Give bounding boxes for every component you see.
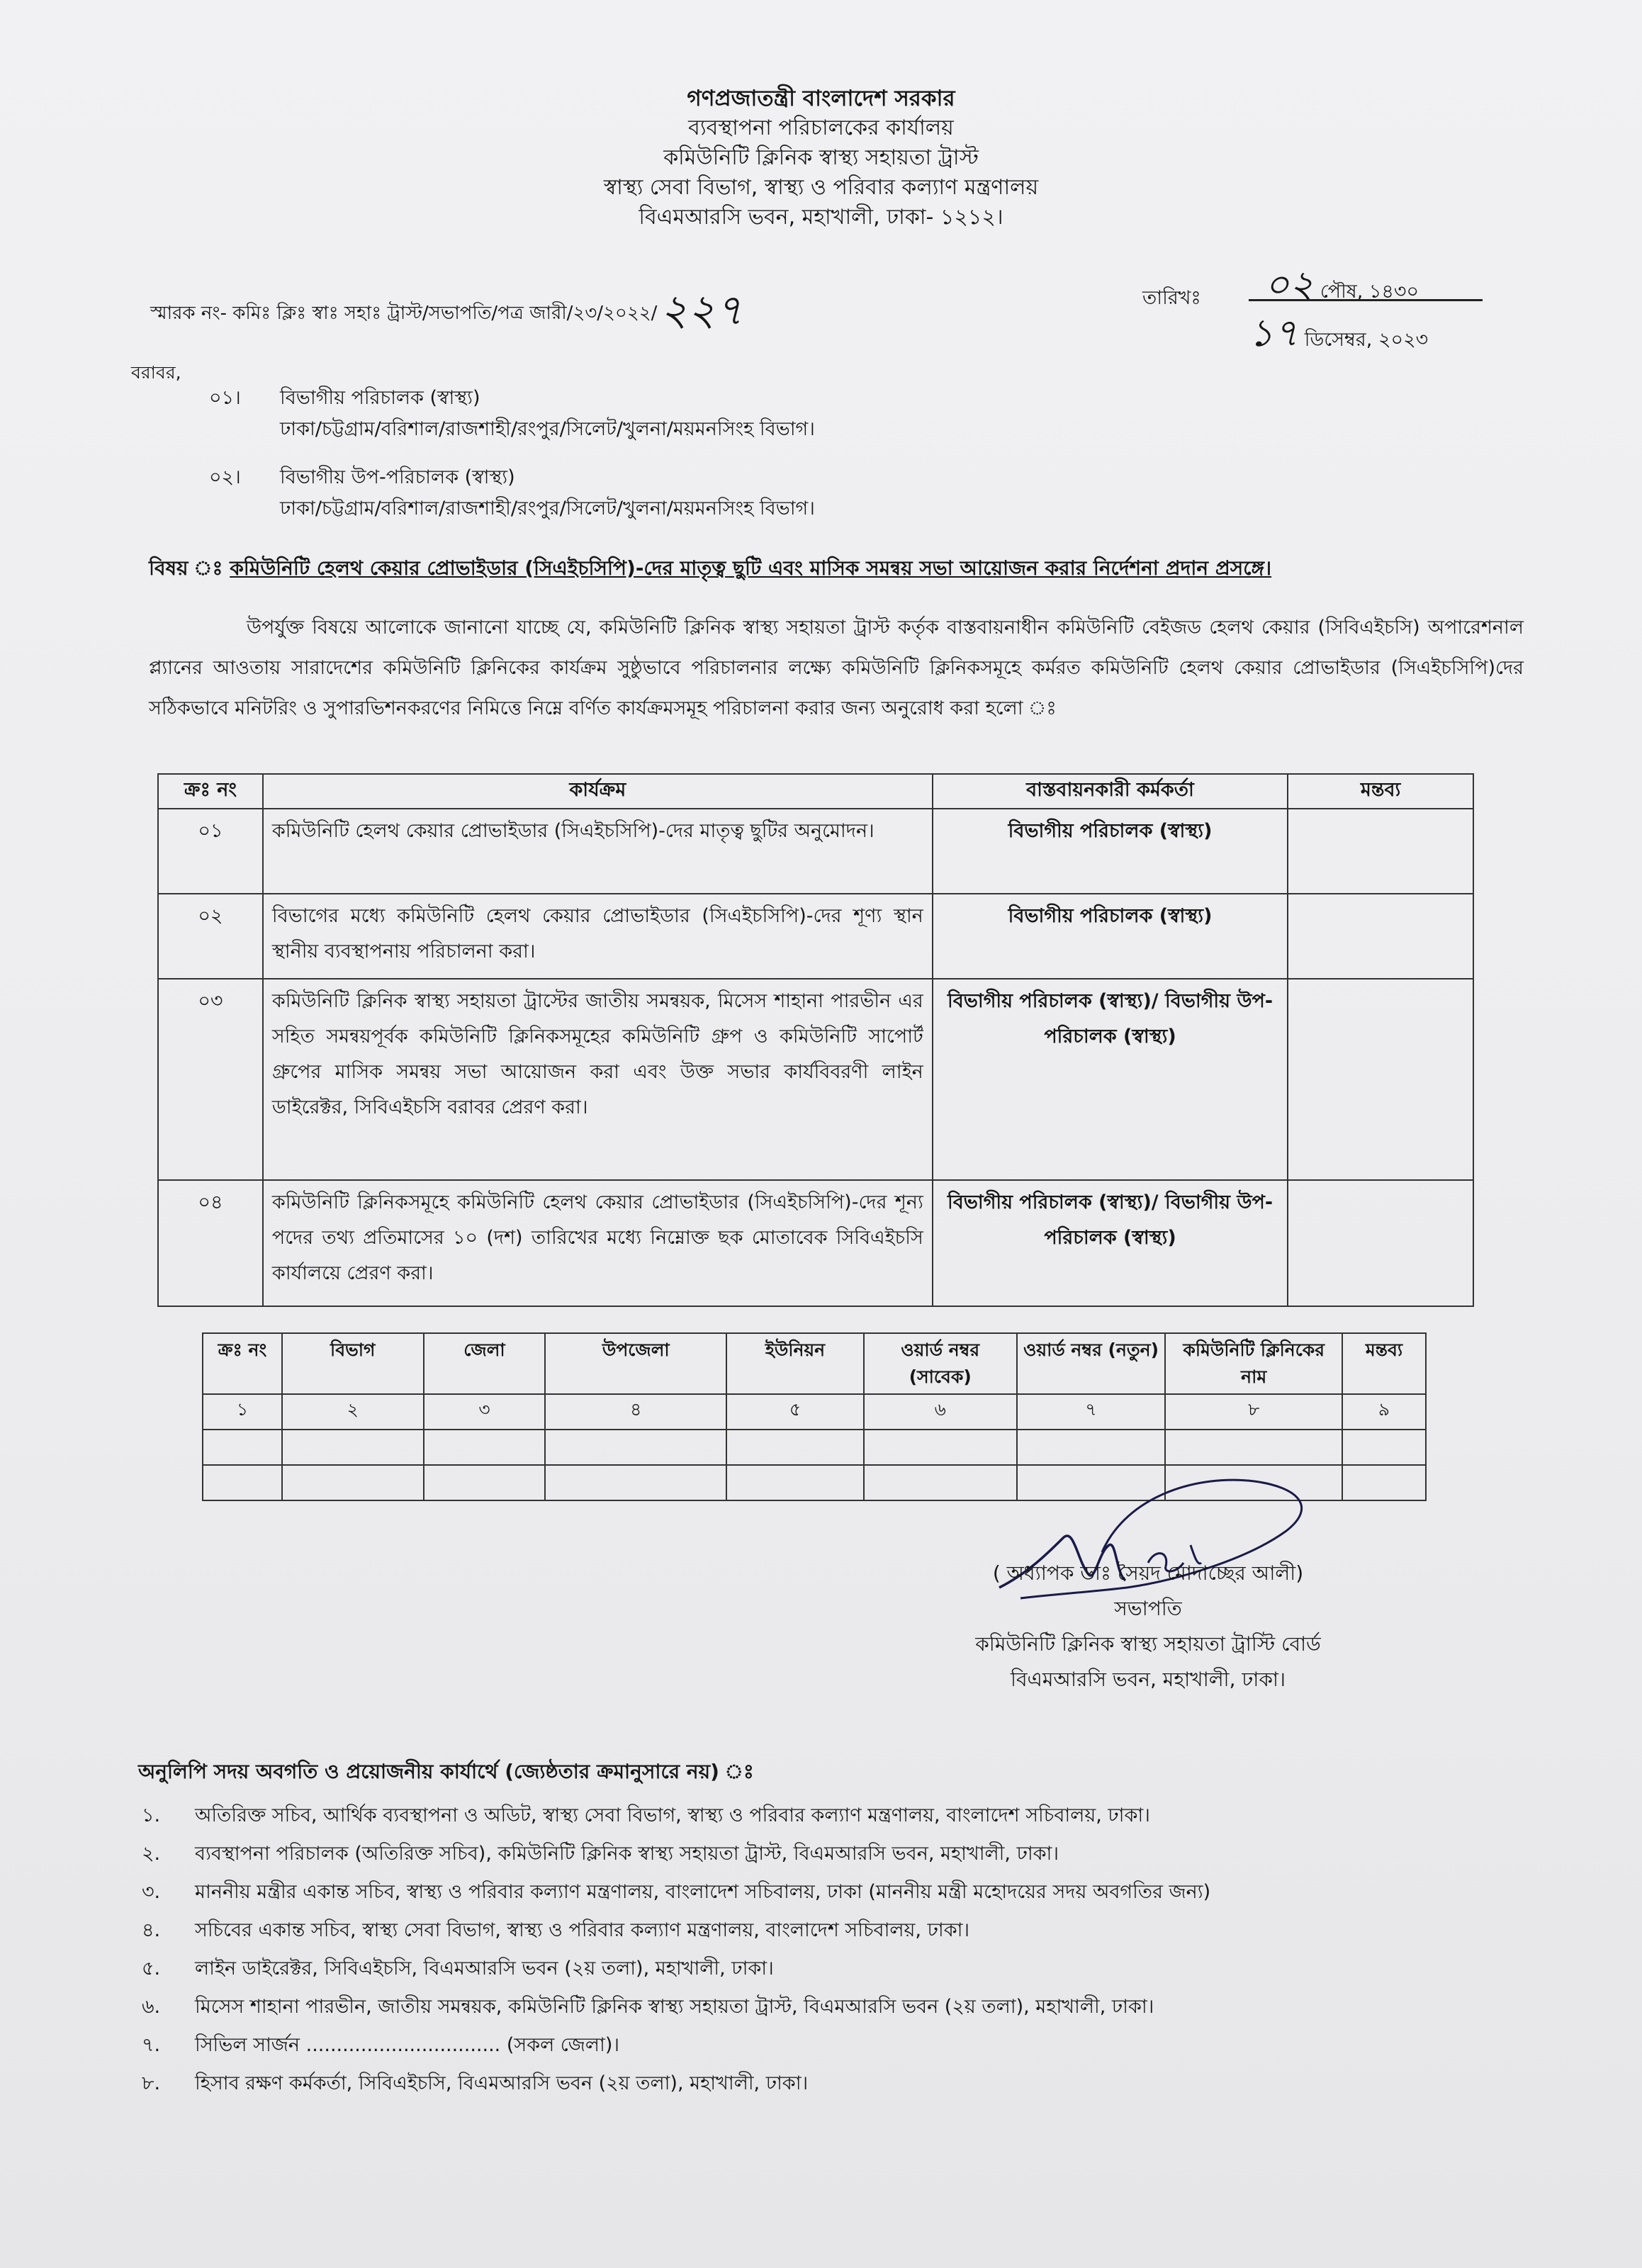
date-block [1142,248,1483,355]
list-item-number: ২. [142,1843,161,1865]
list-item [138,1835,1598,1873]
list-item [138,1911,1598,1950]
recipient-item [209,383,815,445]
recipient-title: বিভাগীয় উপ-পরিচালক (স্বাস্থ্য) [280,466,515,488]
form-number-row [203,1394,1426,1430]
date-bengali-month: পৌষ, ১৪৩০ [1320,281,1419,303]
table-row [158,894,1473,979]
form-header-cell: কমিউনিটি ক্লিনিকের নাম [1165,1333,1342,1394]
recipient-block [131,359,181,389]
recipient-number: ০১। [209,387,241,409]
date-gregorian-month: ডিসেম্বর, ২০২৩ [1304,329,1429,351]
list-item-number: ৮. [142,2072,161,2094]
form-header-cell: ক্রঃ নং [203,1333,282,1394]
signatory-org: কমিউনিটি ক্লিনিক স্বাস্থ্য সহায়তা ট্রাস্টি বোর্ড [975,1632,1321,1656]
recipient-title: বিভাগীয় পরিচালক (স্বাস্থ্য) [280,387,480,409]
letterhead-trust: কমিউনিটি ক্লিনিক স্বাস্থ্য সহায়তা ট্রাস্ট [663,145,979,170]
recipient-label: বরাবর, [131,362,181,383]
list-item-text: সিভিল সার্জন ................................ (সকল জেলা)। [195,2034,620,2056]
list-item-text: ব্যবস্থাপনা পরিচালক (অতিরিক্ত সচিব), কমিউনিটি ক্লিনিক স্বাস্থ্য সহায়তা ট্রাস্ট, বিএমআরসি ভবন, মহাখালী, ঢাকা। [195,1843,1059,1865]
recipient-item [209,462,815,524]
form-header-cell: ইউনিয়ন [726,1333,864,1394]
form-header-row [203,1333,1426,1394]
row-remark [1288,979,1473,1180]
list-item-text: অতিরিক্ত সচিব, আর্থিক ব্যবস্থাপনা ও অডিট, স্বাস্থ্য সেবা বিভাগ, স্বাস্থ্য ও পরিবার কল্যাণ মন্ত্রণালয়, বাংলাদেশ সচিবালয়, ঢাকা। [195,1804,1150,1826]
form-col-number: ৫ [726,1394,864,1430]
list-item [138,1988,1598,2026]
date-gregorian [1249,303,1428,367]
letterhead-office: ব্যবস্থাপনা পরিচালকের কার্যালয় [688,116,954,140]
list-item [138,1873,1598,1911]
signature-block [879,1556,1417,1697]
list-item [138,2026,1598,2065]
list-item-text: মিসেস শাহানা পারভীন, জাতীয় সমন্বয়ক, কমিউনিটি ক্লিনিক স্বাস্থ্য সহায়তা ট্রাস্ট, বিএমআরসি ভবন (২য় তলা), মহাখালী, ঢাকা। [195,1996,1154,2018]
list-item [138,2065,1598,2103]
row-number: ০৩ [158,979,263,1180]
body-paragraph: উপর্যুক্ত বিষয়ে আলোকে জানানো যাচ্ছে যে, কমিউনিটি ক্লিনিক স্বাস্থ্য সহায়তা ট্রাস্ট কর্তৃক বাস্তবায়নাধীন কমিউনিটি বেইজড হেলথ কেয়ার (সিবিএইচসি) অপারেশনাল প্ল্যানের আওতায় সারাদেশের কমিউনিটি ক্লিনিকের কার্যক্রম সুষ্ঠুভাবে পরিচালনার লক্ষ্যে কমিউনিটি ক্লিনিকসমূহে কর্মরত কমিউনিটি হেলথ কেয়ার প্রোভাইডার (সিএইচসিপি)দের সঠিকভাবে মনিটরিং ও সুপারভিশনকরণের নিমিত্তে নিম্নে বর্ণিত কার্যক্রমসমূহ পরিচালনা করার জন্য অনুরোধ করা হলো ঃ [149,617,1524,719]
form-empty-row [203,1430,1426,1465]
table-row [158,809,1473,894]
signatory-name: ( অধ্যাপক ডাঃ সৈয়দ মোদাচ্ছের আলী) [992,1561,1304,1585]
row-activity: কমিউনিটি ক্লিনিকসমূহে কমিউনিটি হেলথ কেয়ার প্রোভাইডার (সিএইচসিপি)-দের শূন্য পদের তথ্য প্রতিমাসের ১০ (দশ) তারিখের মধ্যে নিম্নোক্ত ছক মোতাবেক সিবিএইচসি কার্যালয়ে প্রেরণ করা। [263,1180,933,1306]
row-number: ০৪ [158,1180,263,1306]
subject-label: বিষয় ঃ [149,556,223,580]
row-number: ০১ [158,809,263,894]
memo-number-handwritten: ২২৭ [660,286,743,335]
table-row [158,979,1473,1180]
recipient-place: ঢাকা/চট্টগ্রাম/বরিশাল/রাজশাহী/রংপুর/সিলেট/খুলনা/ময়মনসিংহ বিভাগ। [280,498,815,520]
date-hand-day-gregorian: ১৭ [1249,310,1299,355]
activities-table [157,773,1474,1307]
row-activity: কমিউনিটি হেলথ কেয়ার প্রোভাইডার (সিএইচসিপি)-দের মাতৃত্ব ছুটির অনুমোদন। [263,809,933,894]
list-item-number: ১. [142,1804,161,1826]
date-hand-day-bengali: ০২ [1264,262,1315,307]
signatory-role: সভাপতি [1114,1597,1182,1620]
list-item-text: সচিবের একান্ত সচিব, স্বাস্থ্য সেবা বিভাগ, স্বাস্থ্য ও পরিবার কল্যাণ মন্ত্রণালয়, বাংলাদেশ সচিবালয়, ঢাকা। [195,1919,970,1941]
form-col-number: ৭ [1017,1394,1166,1430]
list-item-number: ৭. [142,2034,161,2056]
recipient-place: ঢাকা/চট্টগ্রাম/বরিশাল/রাজশাহী/রংপুর/সিলেট/খুলনা/ময়মনসিংহ বিভাগ। [280,418,815,440]
letterhead-ministry: স্বাস্থ্য সেবা বিভাগ, স্বাস্থ্য ও পরিবার কল্যাণ মন্ত্রণালয় [603,175,1039,200]
memo-number-text: স্মারক নং- কমিঃ ক্লিঃ স্বাঃ সহাঃ ট্রাস্ট/সভাপতি/পত্র জারী/২৩/২০২২/ [150,303,658,324]
list-item-number: ৪. [142,1919,161,1941]
header-remark: মন্তব্য [1288,774,1473,809]
form-col-number: ৬ [864,1394,1017,1430]
form-col-number: ৩ [424,1394,546,1430]
form-header-cell: ওয়ার্ড নম্বর (সাবেক) [864,1333,1017,1394]
form-col-number: ৮ [1165,1394,1342,1430]
subject-line [149,553,1531,586]
header-officer: বাস্তবায়নকারী কর্মকর্তা [933,774,1288,809]
row-activity: কমিউনিটি ক্লিনিক স্বাস্থ্য সহায়তা ট্রাস্টের জাতীয় সমন্বয়ক, মিসেস শাহানা পারভীন এর সহিত সমন্বয়পূর্বক কমিউনিটি ক্লিনিকসমূহের কমিউনিটি গ্রুপ ও কমিউনিটি সাপোর্ট গ্রুপের মাসিক সমন্বয় সভা আয়োজন করা এবং উক্ত সভার কার্যবিবরণী লাইন ডাইরেক্টর, সিবিএইচসি বরাবর প্রেরণ করা। [263,979,933,1180]
form-header-cell: ওয়ার্ড নম্বর (নতুন) [1017,1333,1166,1394]
recipient-number: ০২। [209,466,241,488]
date-label: তারিখঃ [1142,287,1201,309]
row-officer: বিভাগীয় পরিচালক (স্বাস্থ্য) [933,809,1288,894]
row-officer: বিভাগীয় পরিচালক (স্বাস্থ্য)/ বিভাগীয় উপ-পরিচালক (স্বাস্থ্য) [933,979,1288,1180]
row-remark [1288,1180,1473,1306]
list-item-text: লাইন ডাইরেক্টর, সিবিএইচসি, বিএমআরসি ভবন (২য় তলা), মহাখালী, ঢাকা। [195,1958,774,1980]
form-header-cell: উপজেলা [545,1333,726,1394]
form-header-cell: জেলা [424,1333,546,1394]
subject-text: কমিউনিটি হেলথ কেয়ার প্রোভাইডার (সিএইচসিপি)-দের মাতৃত্ব ছুটি এবং মাসিক সমন্বয় সভা আয়োজন করার নির্দেশনা প্রদান প্রসঙ্গে। [230,556,1272,580]
row-remark [1288,809,1473,894]
list-item [138,1950,1598,1988]
list-item-number: ৬. [142,1996,161,2018]
table-row [158,1180,1473,1306]
list-item-number: ৩. [142,1881,161,1903]
list-item-text: হিসাব রক্ষণ কর্মকর্তা, সিবিএইচসি, বিএমআরসি ভবন (২য় তলা), মহাখালী, ঢাকা। [195,2072,809,2094]
form-header-cell: মন্তব্য [1342,1333,1426,1394]
letterhead-government: গণপ্রজাতন্ত্রী বাংলাদেশ সরকার [687,86,955,111]
form-col-number: ২ [282,1394,424,1430]
list-item-number: ৫. [142,1958,161,1980]
copy-to-title: অনুলিপি সদয় অবগতি ও প্রয়োজনীয় কার্যার্থে (জ্যেষ্ঠতার ক্রমানুসারে নয়) ঃ [138,1760,754,1783]
row-remark [1288,894,1473,979]
form-col-number: ১ [203,1394,282,1430]
signatory-address: বিএমআরসি ভবন, মহাখালী, ঢাকা। [1010,1668,1286,1691]
list-item-text: মাননীয় মন্ত্রীর একান্ত সচিব, স্বাস্থ্য ও পরিবার কল্যাণ মন্ত্রণালয়, বাংলাদেশ সচিবালয়, ঢাকা (মাননীয় মন্ত্রী মহোদয়ের সদয় অবগতির জন্য) [195,1881,1211,1903]
memo-number [150,278,743,349]
form-col-number: ৯ [1342,1394,1426,1430]
row-number: ০২ [158,894,263,979]
header-activity: কার্যক্রম [263,774,933,809]
letterhead-address: বিএমআরসি ভবন, মহাখালী, ঢাকা- ১২১২। [639,205,1003,230]
form-header-cell: বিভাগ [282,1333,424,1394]
list-item [138,1797,1598,1835]
activities-header-row [158,774,1473,809]
row-officer: বিভাগীয় পরিচালক (স্বাস্থ্য) [933,894,1288,979]
letterhead [0,84,1642,232]
row-officer: বিভাগীয় পরিচালক (স্বাস্থ্য)/ বিভাগীয় উপ-পরিচালক (স্বাস্থ্য) [933,1180,1288,1306]
form-col-number: ৪ [545,1394,726,1430]
header-serial: ক্রঃ নং [158,774,263,809]
row-activity: বিভাগের মধ্যে কমিউনিটি হেলথ কেয়ার প্রোভাইডার (সিএইচসিপি)-দের শূণ্য স্থান স্থানীয় ব্যবস্থাপনায় পরিচালনা করা। [263,894,933,979]
copy-to-list [138,1797,1598,2103]
date-divider [1249,299,1483,301]
